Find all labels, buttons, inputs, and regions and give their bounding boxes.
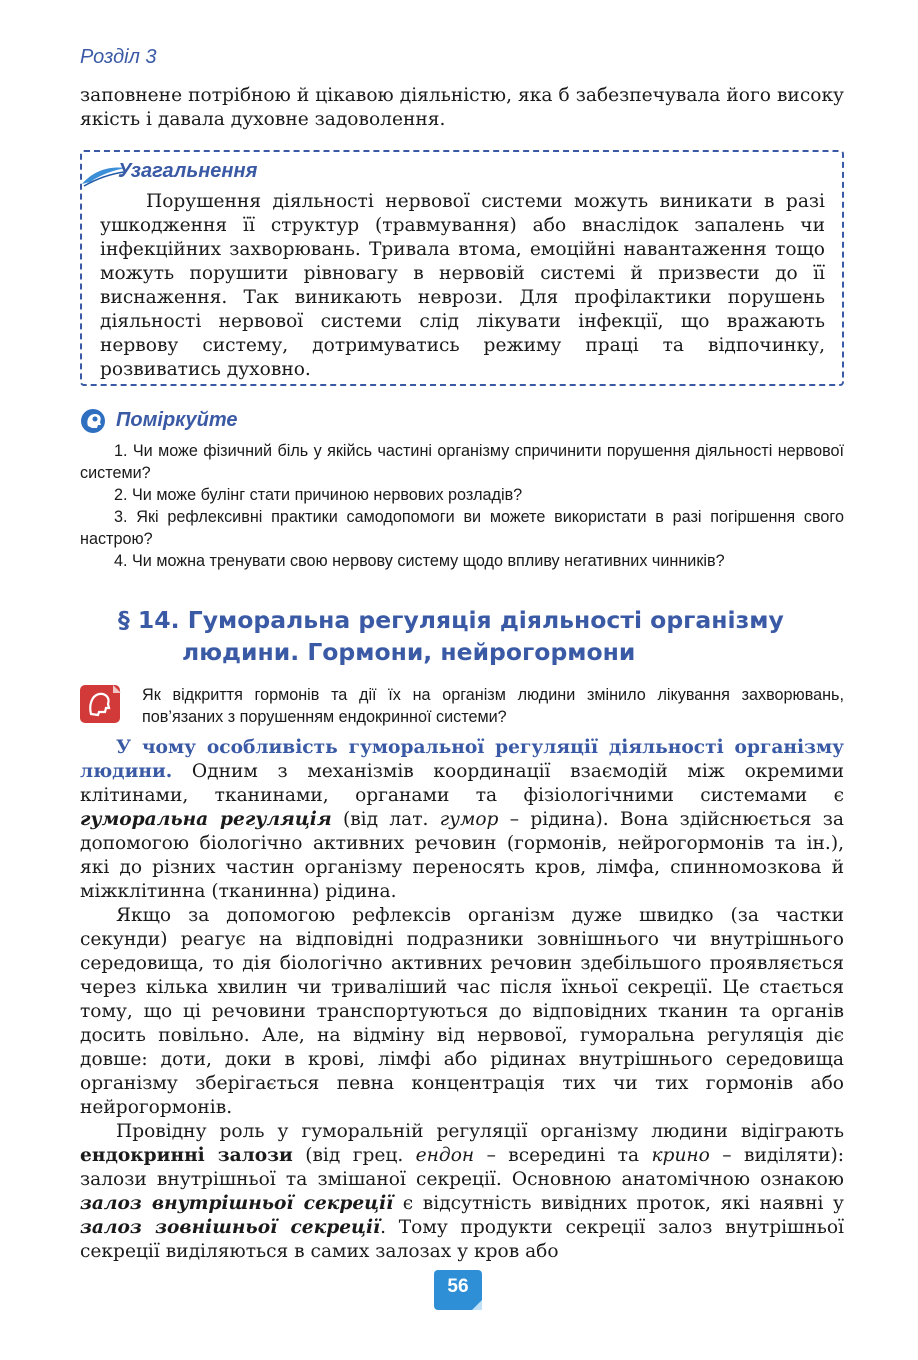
think-title: Поміркуйте <box>116 409 238 431</box>
summary-body <box>100 190 825 382</box>
motivation-question: Як відкриття гормонів та дії їх на організм людини змінило лікування захворювань, пов’язаних з порушенням ендокринної системи? <box>142 686 844 726</box>
term-endocrine-glands: ендокринні залози <box>80 1145 293 1166</box>
summary-title: Узагальнення <box>118 160 258 182</box>
term-external-secretion: залоз зовнішньої секреції <box>80 1217 381 1238</box>
question-head-icon <box>79 684 123 724</box>
text-run: Провідну роль у гуморальній регуляції організму людини відіграють <box>116 1121 844 1142</box>
question-item: 1. Чи може фізичний біль у якійсь частині організму спричинити порушення діяльності нервової системи? <box>80 442 844 482</box>
text-run: (від лат. <box>331 809 440 830</box>
text-run: . Тому продукти секреції залоз внутрішньої секреції виділяються в самих залозах у кров або <box>80 1217 844 1262</box>
paragraph-3 <box>80 1120 844 1264</box>
greek-word: ендон <box>415 1145 475 1166</box>
summary-text: Порушення діяльності нервової системи можуть виникати в разі ушкодження її структур (травмування) або внаслідок запалень чи інфекційних захворювань. Тривала втома, емоційні навантаження тощо можуть порушити рівновагу в нервовій системі й призвести до її виснаження. Так виникають неврози. Для профілактики порушень діяльності нервової системи слід лікувати інфекції, що вражають нервову систему, дотримуватись режиму праці та відпочинку, розвиватись духовно. <box>100 191 825 380</box>
greek-word: крино <box>651 1145 710 1166</box>
text-run: – виділяти): залози внутрішньої та змішаної секреції. Основною анатомічною ознакою <box>80 1145 844 1190</box>
paragraph-2: Якщо за допомогою рефлексів організм дуже швидко (за частки секунди) реагує на відповідні подразники зовнішнього чи внутрішнього середовища, то дія біологічно активних речовин здебільшого проявляється через кілька хвилин чи триваліший час після їхньої секреції. Це стається тому, що ці речовини транспортуються до відповідних тканин та органів досить повільно. Але, на відміну від нервової, гуморальна регуляція діє довше: доти, доки в крові, лімфі або рідинах внутрішнього середовища організму зберігається певна концентрація тих чи тих гормонів або нейрогормонів. <box>80 905 844 1118</box>
question-item: 3. Які рефлексивні практики самодопомоги ви можете використати в разі погіршення свого настрою? <box>80 508 844 548</box>
term-humoral-regulation: гуморальна регуляція <box>80 809 332 830</box>
text-run: є відсутність вивідних проток, які наявні у <box>393 1193 844 1214</box>
thinking-head-icon <box>80 408 106 434</box>
text-run: – всередині та <box>474 1145 652 1166</box>
section-title-line1: § 14. Гуморальна регуляція діяльності організму <box>118 606 784 634</box>
section-title-line2: людини. Гормони, нейрогормони <box>182 638 636 666</box>
section-title <box>118 604 818 668</box>
text-run: (від грец. <box>292 1145 416 1166</box>
questions-list <box>80 440 844 572</box>
paragraph-lead: У чому особливість гуморальної регуляції діяльності організму людини. <box>80 737 844 782</box>
text-run: – рідина). Вона здійснюється за допомогою біологічно активних речовин (гормонів, нейрогормонів та ін.), які до різних частин організму переносять кров, лімфа, спинномозкова й міжклітинна (тканинна) рідина. <box>80 809 845 902</box>
question-item: 4. Чи можна тренувати свою нервову систему щодо впливу негативних чинників? <box>114 552 725 570</box>
term-internal-secretion: залоз внутрішньої секреції <box>80 1193 394 1214</box>
question-item: 2. Чи може булінг стати причиною нервових розладів? <box>114 486 523 504</box>
chapter-label: Розділ 3 <box>80 46 157 68</box>
intro-paragraph: заповнене потрібною й цікавою діяльністю, яка б забезпечувала його високу якість і давала духовне задоволення. <box>80 85 844 130</box>
main-text <box>80 736 844 1264</box>
page-number: 56 <box>447 1276 469 1297</box>
latin-word: гумор <box>439 809 499 830</box>
paragraph-1 <box>80 736 844 904</box>
text-run: Одним з механізмів координації взаємодій між окремими клітинами, тканинами, органами та фізіологічними системами є <box>80 761 844 806</box>
